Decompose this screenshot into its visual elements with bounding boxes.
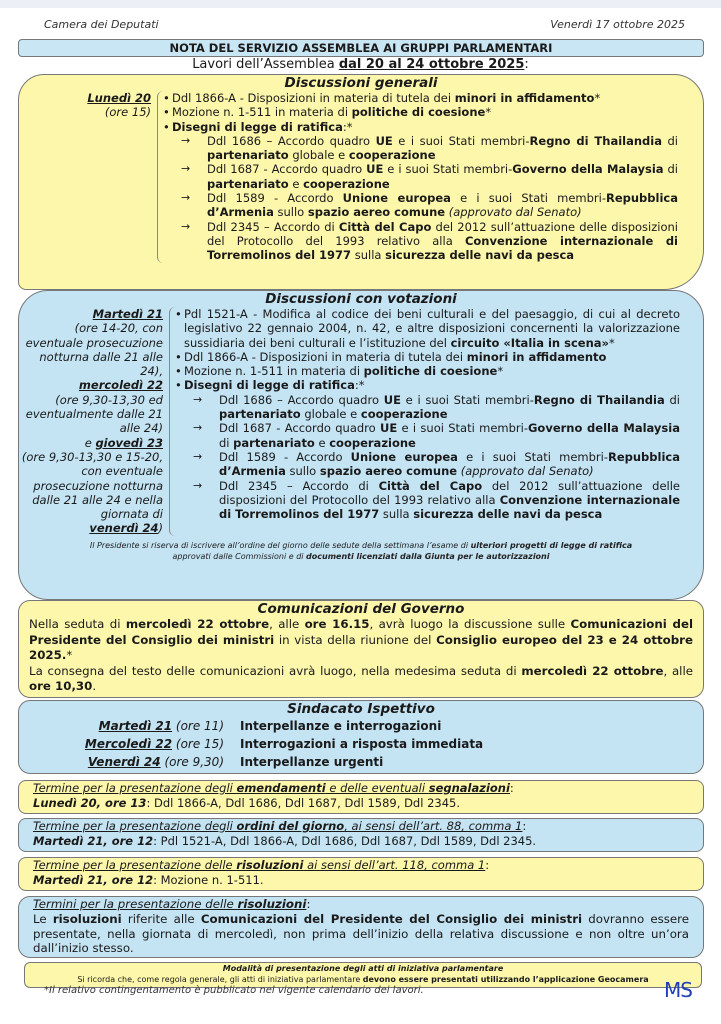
risoluzioni-text: Le risoluzioni riferite alle Comunicazioni del Presidente del Consiglio dei ministri dovranno essere presentate, nella giornata di mercoledì, non prima dell’inizio della relativa discussione e non oltre un’ora dall’inizio stesso.	[33, 912, 690, 955]
consegna-text: La consegna del testo delle comunicazioni avrà luogo, nella medesima seduta di mercoledì 22 ottobre, alle ore 10,30.	[29, 663, 694, 693]
discussioni-votazioni-box	[18, 290, 704, 600]
comunicazioni-box	[18, 600, 704, 698]
termine-header: Termine per la presentazione delle risoluzioni ai sensi dell’art. 118, comma 1:	[33, 858, 490, 872]
agenda-items	[169, 307, 680, 536]
termine-ordini-box	[18, 818, 704, 852]
termine-content	[19, 858, 703, 888]
ratifica-item: → Ddl 2345 – Accordo di Città del Capo del 2012 sull’attuazione delle disposizioni del Protocollo del 1993 relativo alla Convenzione internazionale di Torremolinos del 1977 sulla sicurezza delle navi da pesca	[181, 219, 678, 263]
agenda-item: • Ddl 1866-A - Disposizioni in materia di tutela dei minori in affidamento	[175, 350, 680, 364]
termine-deadline: Martedì 21, ore 12: Mozione n. 1-511.	[33, 873, 264, 887]
agenda-item: • Mozione n. 1-511 in materia di politiche di coesione*	[163, 105, 678, 119]
arrow-icon: →	[193, 478, 203, 492]
arrow-icon: →	[193, 449, 203, 463]
sindacato-topic: Interpellanze e interrogazioni	[240, 719, 442, 733]
time-label: (ore 15)	[104, 105, 151, 120]
ratifica-item: → Ddl 1687 - Accordo quadro UE e i suoi Stati membri-Governo della Malaysia di partenariato e cooperazione	[181, 162, 678, 191]
footnote: *Il relativo contingentamento è pubblicato nel vigente calendario dei lavori.	[44, 985, 424, 996]
institution-name: Camera dei Deputati	[44, 18, 159, 31]
risoluzioni-box	[18, 896, 704, 958]
arrow-icon: →	[193, 392, 203, 406]
sindacato-day: Venerdì 24 (ore 9,30)	[87, 755, 224, 769]
sindacato-row	[19, 717, 703, 735]
sindacato-row	[19, 753, 703, 771]
day-label: mercoledì 22	[78, 378, 163, 393]
ratifica-list	[163, 134, 678, 263]
ratifica-item: → Ddl 1686 – Accordo quadro UE e i suoi Stati membri-Regno di Thailandia di partenariato globale e cooperazione	[181, 133, 678, 163]
section-title: Discussioni generali	[284, 75, 438, 91]
ratifica-item: → Ddl 1589 - Accordo Unione europea e i suoi Stati membri-Repubblica d’Armenia sullo spazio aereo comune (approvato dal Senato)	[181, 191, 678, 220]
president-note: Il Presidente si riserva di iscrivere all’ordine del giorno delle sedute della settimana l’esame di ulteriori progetti di legge di ratifica approvati dalle Commissioni e di documenti licenziati dalla Giunta per le autorizzazioni	[89, 540, 633, 561]
day-label: Lunedì 20	[87, 91, 151, 105]
time-label: (ore 14-20, con eventuale prosecuzione notturna dalle 21 alle 24),	[25, 321, 163, 379]
ratifica-item: → Ddl 1589 - Accordo Unione europea e i suoi Stati membri-Repubblica d’Armenia sullo spazio aereo comune (approvato dal Senato)	[193, 449, 680, 479]
comunicazioni-text: Nella seduta di mercoledì 22 ottobre, alle ore 16.15, avrà luogo la discussione sulle Comunicazioni del Presidente del Consiglio dei ministri in vista della riunione del Consiglio europeo del 23 e 24 ottobre 2025.*	[29, 617, 693, 662]
sindacato-row	[19, 735, 703, 753]
arrow-icon: →	[181, 219, 191, 233]
subtitle-suffix: :	[524, 57, 529, 72]
time-label: )	[158, 521, 163, 536]
arrow-icon: →	[193, 421, 203, 435]
day-label: Martedì 21	[92, 307, 163, 321]
document-title: NOTA DEL SERVIZIO ASSEMBLEA AI GRUPPI PARLAMENTARI	[18, 39, 704, 57]
agenda-item-ratifica: • Disegni di legge di ratifica:*	[163, 120, 678, 134]
termine-content	[19, 781, 703, 811]
connector-text: e	[84, 435, 96, 450]
termine-content	[19, 819, 703, 849]
schedule-column	[19, 307, 169, 536]
section-title: Discussioni con votazioni	[265, 291, 457, 307]
signature-initials: MS	[664, 978, 692, 1002]
termine-deadline: Lunedì 20, ore 13: Ddl 1866-A, Ddl 1686, Ddl 1687, Ddl 1589, Ddl 2345.	[33, 796, 460, 810]
termine-header: Termine per la presentazione degli emendamenti e delle eventuali segnalazioni:	[33, 781, 514, 795]
termine-deadline: Martedì 21, ore 12: Pdl 1521-A, Ddl 1866-A, Ddl 1686, Ddl 1687, Ddl 1589, Ddl 2345.	[33, 834, 537, 848]
arrow-icon: →	[181, 191, 191, 205]
document-page	[0, 8, 721, 1024]
agenda-items	[157, 91, 678, 263]
sindacato-topic: Interpellanze urgenti	[240, 755, 384, 769]
ratifica-item: → Ddl 2345 – Accordo di Città del Capo del 2012 sull’attuazione delle disposizioni del Protocollo del 1993 relativo alla Convenzione internazionale di Torremolinos del 1977 sulla sicurezza delle navi da pesca	[193, 478, 680, 522]
document-date: Venerdì 17 ottobre 2025	[550, 18, 685, 31]
top-band	[0, 0, 721, 8]
sindacato-box	[18, 700, 704, 774]
arrow-icon: →	[181, 133, 191, 147]
termine-emendamenti-box	[18, 780, 704, 814]
modalita-title: Modalità di presentazione degli atti di iniziativa parlamentare	[222, 964, 504, 973]
subtitle-dates: dal 20 al 24 ottobre 2025	[338, 57, 525, 72]
agenda-item: • Mozione n. 1-511 in materia di politiche di coesione*	[175, 364, 680, 378]
agenda-item: • Pdl 1521-A - Modifica al codice dei beni culturali e del paesaggio, di cui al decreto legislativo 22 gennaio 2004, n. 42, e altre disposizioni concernenti la valorizzazione sussidiaria dei beni culturali e l’istituzione del circuito «Italia in scena»*	[175, 307, 680, 350]
termine-risoluzioni-box	[18, 857, 704, 891]
subtitle-prefix: Lavori dell’Assemblea	[192, 57, 339, 72]
discussioni-generali-box	[18, 74, 704, 290]
sindacato-day: Martedì 21 (ore 11)	[98, 719, 224, 733]
ratifica-item: → Ddl 1687 - Accordo quadro UE e i suoi Stati membri-Governo della Malaysia di partenariato e cooperazione	[193, 421, 680, 450]
section-title: Sindacato Ispettivo	[287, 701, 435, 717]
time-label: (ore 9,30-13,30 e 15-20, con eventuale prosecuzione notturna dalle 21 alle 24 e nella giornata di	[21, 449, 163, 522]
sindacato-day: Mercoledì 22 (ore 15)	[84, 737, 224, 751]
termine-header: Termine per la presentazione degli ordini del giorno, ai sensi dell’art. 88, comma 1:	[33, 819, 527, 833]
sindacato-topic: Interrogazioni a risposta immediata	[240, 737, 484, 751]
risoluzioni-header: Termini per la presentazione delle risoluzioni:	[33, 897, 311, 911]
time-label: (ore 9,30-13,30 ed eventualmente dalle 21 alle 24)	[25, 392, 163, 436]
day-label: giovedì 23	[95, 435, 163, 450]
day-label: venerdì 24	[89, 521, 159, 536]
modalita-text: Si ricorda che, come regola generale, gli atti di iniziativa parlamentare devono essere presentati utilizzando l’applicazione Geocamera	[77, 975, 649, 984]
sindacato-list	[19, 717, 703, 771]
agenda-item-ratifica: • Disegni di legge di ratifica:*	[175, 378, 680, 392]
ratifica-item: → Ddl 1686 – Accordo quadro UE e i suoi Stati membri-Regno di Thailandia di partenariato globale e cooperazione	[193, 392, 680, 422]
ratifica-list	[175, 393, 680, 522]
agenda-item: • Ddl 1866-A - Disposizioni in materia di tutela dei minori in affidamento*	[163, 91, 678, 105]
section-title: Comunicazioni del Governo	[257, 601, 465, 617]
document-subtitle	[0, 57, 721, 72]
arrow-icon: →	[181, 162, 191, 176]
schedule-column	[19, 91, 157, 263]
